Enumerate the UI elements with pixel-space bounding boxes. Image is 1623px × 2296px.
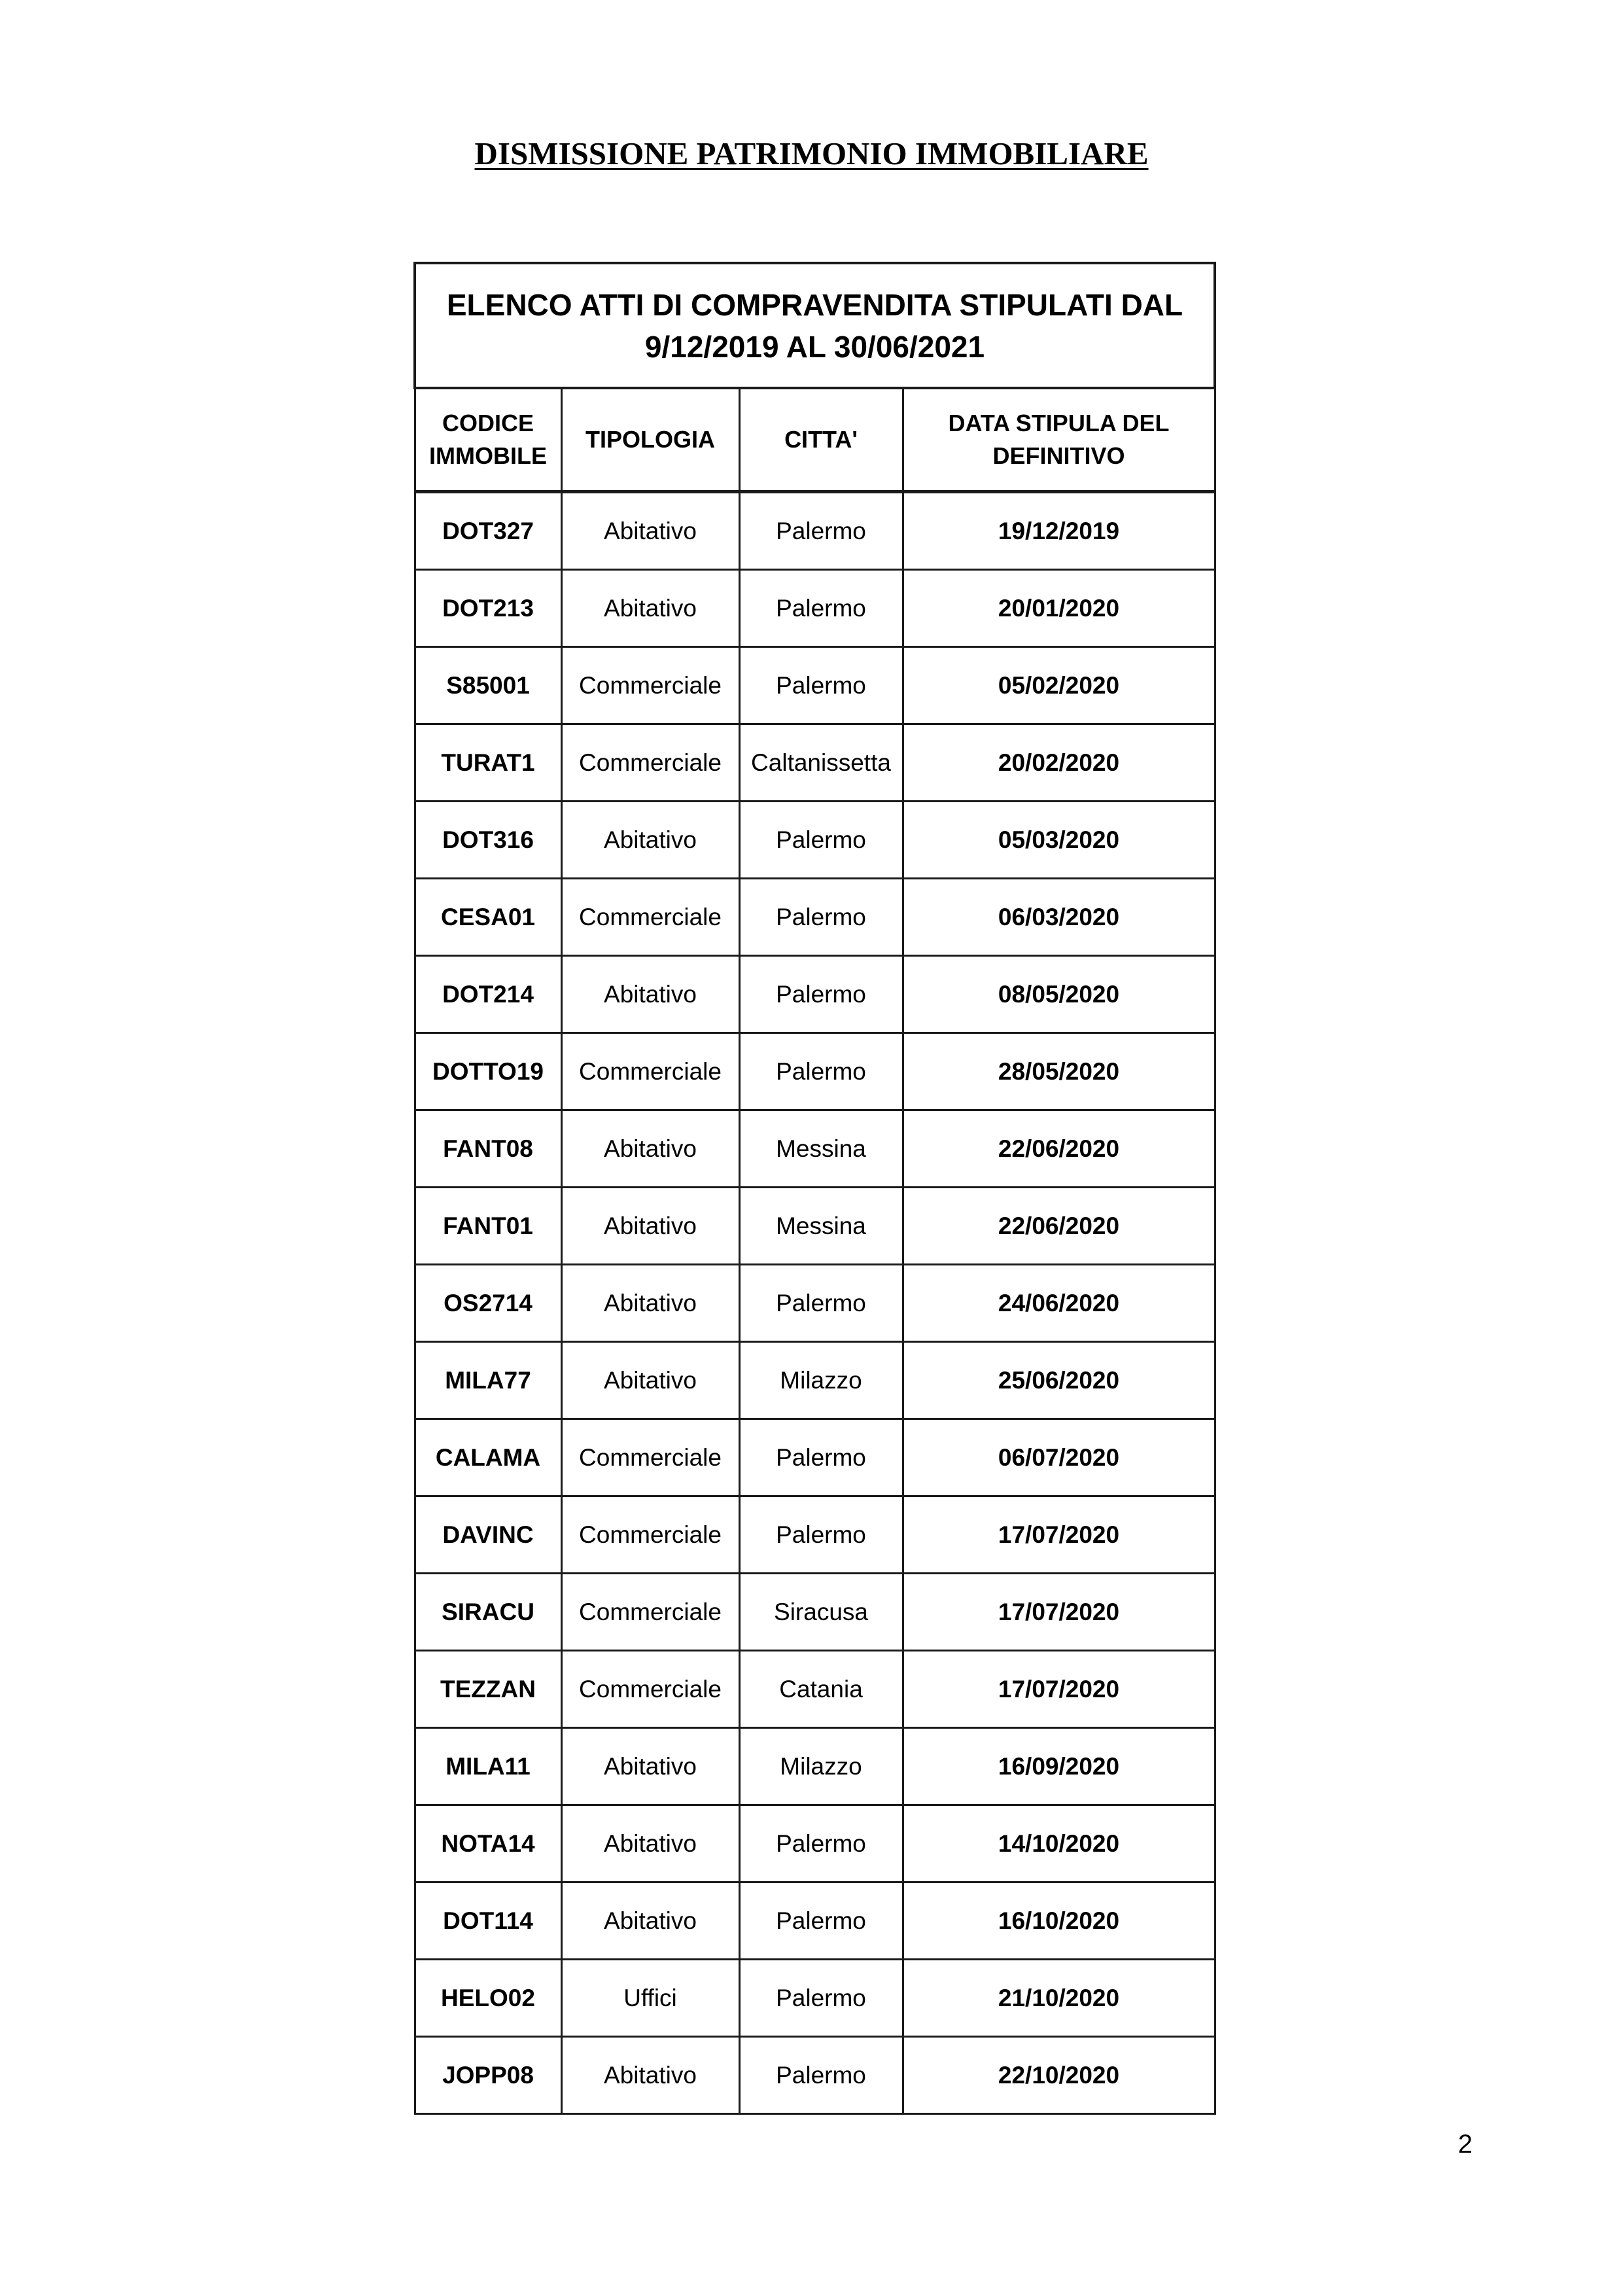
cell-date: 08/05/2020 bbox=[903, 956, 1215, 1033]
cell-city: Palermo bbox=[739, 1960, 903, 2037]
cell-code: DOT327 bbox=[415, 492, 561, 570]
cell-city: Messina bbox=[739, 1110, 903, 1188]
header-date bbox=[903, 388, 1215, 492]
cell-date: 20/01/2020 bbox=[903, 570, 1215, 647]
cell-type: Abitativo bbox=[561, 1110, 739, 1188]
cell-date: 19/12/2019 bbox=[903, 492, 1215, 570]
cell-date: 16/10/2020 bbox=[903, 1882, 1215, 1960]
table-row bbox=[415, 1110, 1215, 1188]
table-row bbox=[415, 879, 1215, 956]
cell-type: Commerciale bbox=[561, 1574, 739, 1651]
deeds-table bbox=[413, 262, 1216, 2115]
cell-city: Palermo bbox=[739, 1496, 903, 1574]
cell-city: Palermo bbox=[739, 1265, 903, 1342]
table-title-line-2: 9/12/2019 AL 30/06/2021 bbox=[644, 329, 985, 364]
cell-city: Siracusa bbox=[739, 1574, 903, 1651]
cell-date: 20/02/2020 bbox=[903, 724, 1215, 802]
header-date-line-1: DATA STIPULA DEL bbox=[948, 410, 1170, 436]
table-row bbox=[415, 570, 1215, 647]
cell-code: DOT316 bbox=[415, 802, 561, 879]
table-row bbox=[415, 1419, 1215, 1496]
cell-code: MILA11 bbox=[415, 1728, 561, 1805]
cell-code: DOT114 bbox=[415, 1882, 561, 1960]
table-row bbox=[415, 1960, 1215, 2037]
cell-code: HELO02 bbox=[415, 1960, 561, 2037]
cell-type: Commerciale bbox=[561, 724, 739, 802]
cell-code: DOT214 bbox=[415, 956, 561, 1033]
cell-city: Catania bbox=[739, 1651, 903, 1728]
cell-date: 22/10/2020 bbox=[903, 2037, 1215, 2114]
cell-type: Abitativo bbox=[561, 492, 739, 570]
cell-city: Palermo bbox=[739, 492, 903, 570]
table-title-row bbox=[415, 263, 1215, 388]
header-code bbox=[415, 388, 561, 492]
cell-code: SIRACU bbox=[415, 1574, 561, 1651]
cell-city: Milazzo bbox=[739, 1728, 903, 1805]
cell-city: Palermo bbox=[739, 647, 903, 724]
table-row bbox=[415, 956, 1215, 1033]
cell-date: 17/07/2020 bbox=[903, 1574, 1215, 1651]
cell-date: 28/05/2020 bbox=[903, 1033, 1215, 1110]
table-row bbox=[415, 1805, 1215, 1882]
header-city: CITTA' bbox=[739, 388, 903, 492]
cell-type: Commerciale bbox=[561, 879, 739, 956]
cell-type: Abitativo bbox=[561, 570, 739, 647]
cell-code: S85001 bbox=[415, 647, 561, 724]
table-body bbox=[415, 492, 1215, 2114]
page-heading bbox=[0, 134, 1623, 173]
header-code-line-1: CODICE bbox=[442, 410, 534, 436]
table-title-line-1: ELENCO ATTI DI COMPRAVENDITA STIPULATI DAL bbox=[446, 287, 1183, 322]
cell-city: Caltanissetta bbox=[739, 724, 903, 802]
page-heading-text: DISMISSIONE PATRIMONIO IMMOBILIARE bbox=[474, 135, 1149, 171]
cell-city: Palermo bbox=[739, 570, 903, 647]
table-row bbox=[415, 724, 1215, 802]
cell-city: Palermo bbox=[739, 802, 903, 879]
table-title bbox=[415, 263, 1215, 388]
cell-type: Abitativo bbox=[561, 1188, 739, 1265]
cell-city: Milazzo bbox=[739, 1342, 903, 1419]
table-row bbox=[415, 1496, 1215, 1574]
cell-type: Abitativo bbox=[561, 1728, 739, 1805]
cell-type: Abitativo bbox=[561, 2037, 739, 2114]
deeds-table-container bbox=[413, 262, 1213, 2115]
cell-city: Palermo bbox=[739, 2037, 903, 2114]
cell-type: Abitativo bbox=[561, 1342, 739, 1419]
cell-date: 14/10/2020 bbox=[903, 1805, 1215, 1882]
cell-city: Palermo bbox=[739, 1033, 903, 1110]
table-row bbox=[415, 1574, 1215, 1651]
cell-city: Palermo bbox=[739, 956, 903, 1033]
table-row bbox=[415, 1882, 1215, 1960]
table-row bbox=[415, 1188, 1215, 1265]
cell-type: Abitativo bbox=[561, 1805, 739, 1882]
cell-code: DOTTO19 bbox=[415, 1033, 561, 1110]
cell-city: Palermo bbox=[739, 1419, 903, 1496]
table-row bbox=[415, 1651, 1215, 1728]
cell-type: Abitativo bbox=[561, 956, 739, 1033]
table-row bbox=[415, 1033, 1215, 1110]
cell-type: Abitativo bbox=[561, 1265, 739, 1342]
cell-code: MILA77 bbox=[415, 1342, 561, 1419]
cell-code: JOPP08 bbox=[415, 2037, 561, 2114]
cell-code: FANT08 bbox=[415, 1110, 561, 1188]
cell-code: TEZZAN bbox=[415, 1651, 561, 1728]
cell-code: DOT213 bbox=[415, 570, 561, 647]
table-row bbox=[415, 1265, 1215, 1342]
table-row bbox=[415, 1342, 1215, 1419]
cell-date: 25/06/2020 bbox=[903, 1342, 1215, 1419]
cell-type: Uffici bbox=[561, 1960, 739, 2037]
cell-date: 21/10/2020 bbox=[903, 1960, 1215, 2037]
header-date-line-2: DEFINITIVO bbox=[992, 442, 1125, 469]
cell-type: Commerciale bbox=[561, 1033, 739, 1110]
cell-code: TURAT1 bbox=[415, 724, 561, 802]
cell-code: DAVINC bbox=[415, 1496, 561, 1574]
cell-type: Abitativo bbox=[561, 802, 739, 879]
cell-city: Palermo bbox=[739, 1882, 903, 1960]
cell-code: CALAMA bbox=[415, 1419, 561, 1496]
cell-date: 24/06/2020 bbox=[903, 1265, 1215, 1342]
cell-type: Commerciale bbox=[561, 1651, 739, 1728]
cell-date: 22/06/2020 bbox=[903, 1188, 1215, 1265]
table-row bbox=[415, 2037, 1215, 2114]
cell-date: 22/06/2020 bbox=[903, 1110, 1215, 1188]
cell-date: 05/03/2020 bbox=[903, 802, 1215, 879]
cell-code: NOTA14 bbox=[415, 1805, 561, 1882]
table-header-row bbox=[415, 388, 1215, 492]
cell-date: 06/03/2020 bbox=[903, 879, 1215, 956]
cell-date: 17/07/2020 bbox=[903, 1496, 1215, 1574]
page-number: 2 bbox=[1457, 2130, 1473, 2159]
cell-type: Commerciale bbox=[561, 1496, 739, 1574]
header-code-line-2: IMMOBILE bbox=[429, 442, 547, 469]
table-row bbox=[415, 492, 1215, 570]
cell-city: Palermo bbox=[739, 1805, 903, 1882]
cell-city: Palermo bbox=[739, 879, 903, 956]
table-row bbox=[415, 802, 1215, 879]
cell-date: 17/07/2020 bbox=[903, 1651, 1215, 1728]
table-row bbox=[415, 1728, 1215, 1805]
cell-code: OS2714 bbox=[415, 1265, 561, 1342]
table-row bbox=[415, 647, 1215, 724]
cell-date: 16/09/2020 bbox=[903, 1728, 1215, 1805]
header-type: TIPOLOGIA bbox=[561, 388, 739, 492]
cell-code: FANT01 bbox=[415, 1188, 561, 1265]
cell-date: 06/07/2020 bbox=[903, 1419, 1215, 1496]
cell-type: Commerciale bbox=[561, 647, 739, 724]
cell-city: Messina bbox=[739, 1188, 903, 1265]
cell-code: CESA01 bbox=[415, 879, 561, 956]
cell-type: Commerciale bbox=[561, 1419, 739, 1496]
cell-date: 05/02/2020 bbox=[903, 647, 1215, 724]
cell-type: Abitativo bbox=[561, 1882, 739, 1960]
